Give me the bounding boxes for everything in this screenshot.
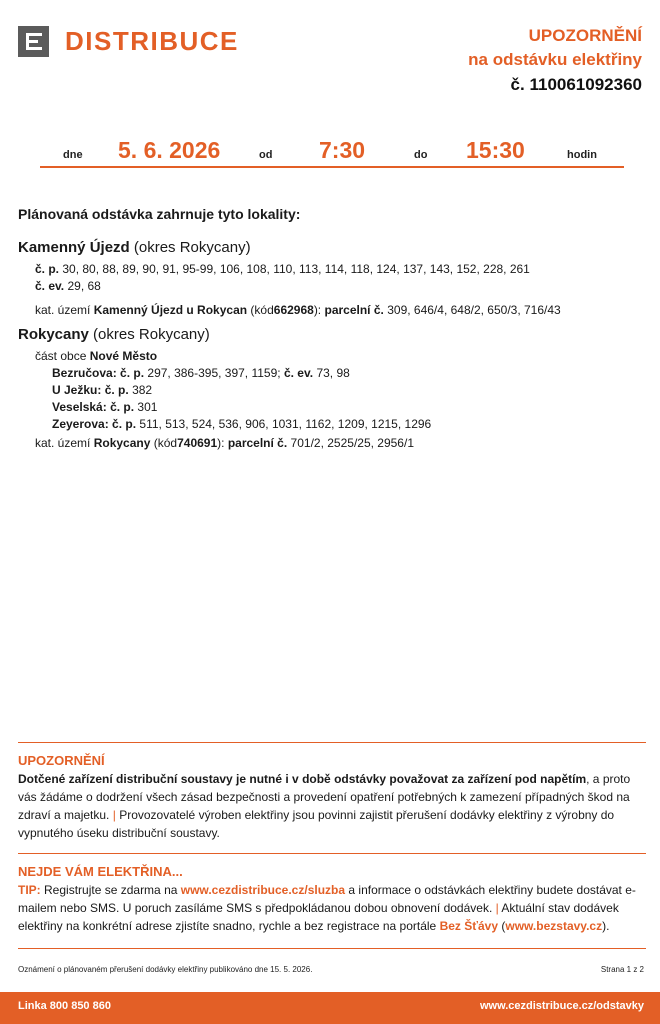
- divider: [18, 948, 646, 949]
- street-name: U Ježku:: [52, 383, 102, 397]
- cp-values: 301: [137, 400, 158, 414]
- cadastral-prefix: kat. území: [35, 436, 91, 450]
- street-line: [18, 365, 638, 382]
- hotline: Linka 800 850 860: [18, 1000, 111, 1012]
- tip-title: NEJDE VÁM ELEKTŘINA...: [18, 864, 183, 879]
- separator: |: [495, 901, 499, 915]
- ce-values: 73, 98: [316, 366, 350, 380]
- cp-label: č. p.: [104, 383, 129, 397]
- tip-text-1: Registrujte se zdarma na: [44, 883, 178, 897]
- street-name: Zeyerova:: [52, 417, 109, 431]
- page-number: Strana 1 z 2: [600, 965, 644, 974]
- cadastral-line: [18, 302, 638, 319]
- to-label: do: [414, 149, 428, 161]
- hours-label: hodin: [567, 149, 597, 161]
- address-line: [18, 278, 638, 295]
- cadastral-line: [18, 435, 638, 452]
- tip-text-2: a informace o odstávkách elektřiny budete dostávat e-mailem nebo SMS. U poruch zasíláme SMS s předpokládanou dobou obnovení dodávek.: [18, 883, 636, 915]
- tip-section: [18, 853, 646, 935]
- street-name: Veselská:: [52, 400, 107, 414]
- cadastral-code-prefix: (kód: [250, 303, 274, 317]
- locations-section: [18, 206, 638, 452]
- street-name: Bezručova:: [52, 366, 117, 380]
- cp-label: č. p.: [120, 366, 145, 380]
- warning-title: UPOZORNĚNÍ: [18, 753, 105, 768]
- location-name: Kamenný Újezd: [18, 239, 130, 256]
- warning-text: [18, 770, 646, 842]
- cp-values: 297, 386-395, 397, 1159;: [147, 366, 281, 380]
- tip-text: [18, 881, 646, 935]
- paren-close: ).: [602, 919, 610, 933]
- separator: |: [112, 808, 116, 822]
- cadastral-code: 740691: [177, 436, 218, 450]
- town-part-prefix: část obce: [35, 349, 87, 363]
- footer-bar: [0, 992, 660, 1024]
- parcel-label: parcelní č.: [324, 303, 384, 317]
- outages-link[interactable]: www.cezdistribuce.cz/odstavky: [479, 1000, 644, 1012]
- warning-section: [18, 742, 646, 842]
- outage-date: 5. 6. 2026: [118, 137, 221, 163]
- cadastral-code: 662968: [273, 303, 314, 317]
- notice-number: [468, 72, 642, 98]
- cp-values: 30, 80, 88, 89, 90, 91, 95-99, 106, 108, 110, 113, 114, 118, 124, 137, 143, 152, 228, 261: [62, 262, 530, 276]
- cadastral-code-suffix: ):: [217, 436, 225, 450]
- paren-open: (: [501, 919, 506, 933]
- location-name: Rokycany: [18, 326, 89, 343]
- registration-link[interactable]: www.cezdistribuce.cz/sluzba: [180, 883, 346, 897]
- brand-logo: [18, 26, 239, 57]
- ce-label: č. ev.: [283, 366, 314, 380]
- from-label: od: [259, 149, 273, 161]
- location-heading: [18, 326, 638, 343]
- cp-label: č. p.: [112, 417, 137, 431]
- warning-text-2: Provozovatelé výroben elektřiny jsou povinni zajistit přerušení dodávky elektřiny z výrobny do vypnutého úseku distribuční soustavy.: [18, 808, 615, 840]
- town-part-line: [18, 348, 638, 365]
- notice-number-prefix: č.: [510, 75, 525, 94]
- parcel-values: 701/2, 2525/25, 2956/1: [290, 436, 414, 450]
- locations-intro: Plánovaná odstávka zahrnuje tyto lokality:: [18, 206, 301, 222]
- bezstavy-link[interactable]: www.bezstavy.cz: [505, 919, 603, 933]
- cp-values: 511, 513, 524, 536, 906, 1031, 1162, 1209, 1215, 1296: [139, 417, 432, 431]
- cadastral-name: Kamenný Újezd u Rokycan: [93, 303, 248, 317]
- parcel-label: parcelní č.: [227, 436, 288, 450]
- outage-from: 7:30: [319, 137, 366, 163]
- schedule-line: [40, 134, 624, 168]
- location-heading: [18, 239, 638, 256]
- notice-number-value: 110061092360: [529, 75, 642, 94]
- address-line: [18, 261, 638, 278]
- outage-to: 15:30: [466, 137, 525, 163]
- cadastral-code-suffix: ):: [313, 303, 322, 317]
- town-part-name: Nové Město: [89, 349, 158, 363]
- tip-label: TIP:: [18, 883, 41, 897]
- location-district: (okres Rokycany): [133, 239, 251, 256]
- notice-subtitle: na odstávku elektřiny: [468, 50, 642, 69]
- publication-note: Oznámení o plánovaném přerušení dodávky elektřiny publikováno dne 15. 5. 2026.: [18, 965, 313, 974]
- street-line: [18, 382, 638, 399]
- ce-label: č. ev.: [35, 279, 65, 293]
- warning-bold-text: Dotčené zařízení distribuční soustavy je nutné i v době odstávky považovat za zařízení pod napětím: [18, 772, 587, 786]
- cadastral-prefix: kat. území: [35, 303, 91, 317]
- street-line: [18, 399, 638, 416]
- day-label: dne: [63, 149, 83, 161]
- parcel-values: 309, 646/4, 648/2, 650/3, 716/43: [387, 303, 561, 317]
- street-line: [18, 416, 638, 433]
- portal-name: Bez Šťávy: [439, 919, 499, 933]
- notice-header: [468, 24, 642, 98]
- ce-values: 29, 68: [67, 279, 101, 293]
- notice-title: UPOZORNĚNÍ: [528, 26, 642, 45]
- tip-text-3: Aktuální stav dodávek elektřiny na konkrétní adrese zjistíte snadno, rychle a bez registrace na portále: [18, 901, 619, 933]
- cp-values: 382: [132, 383, 153, 397]
- location-district: (okres Rokycany): [93, 326, 210, 343]
- cadastral-name: Rokycany: [93, 436, 151, 450]
- brand-name: DISTRIBUCE: [65, 26, 239, 56]
- cp-label: č. p.: [110, 400, 135, 414]
- warning-text-1: , a proto vás žádáme o dodržení všech zásad bezpečnosti a provedení opatření potřebných k zamezení případných škod na zdraví a majetku.: [18, 772, 631, 822]
- cadastral-code-prefix: (kód: [153, 436, 178, 450]
- cez-logo-mark-icon: [18, 26, 49, 57]
- cp-label: č. p.: [35, 262, 60, 276]
